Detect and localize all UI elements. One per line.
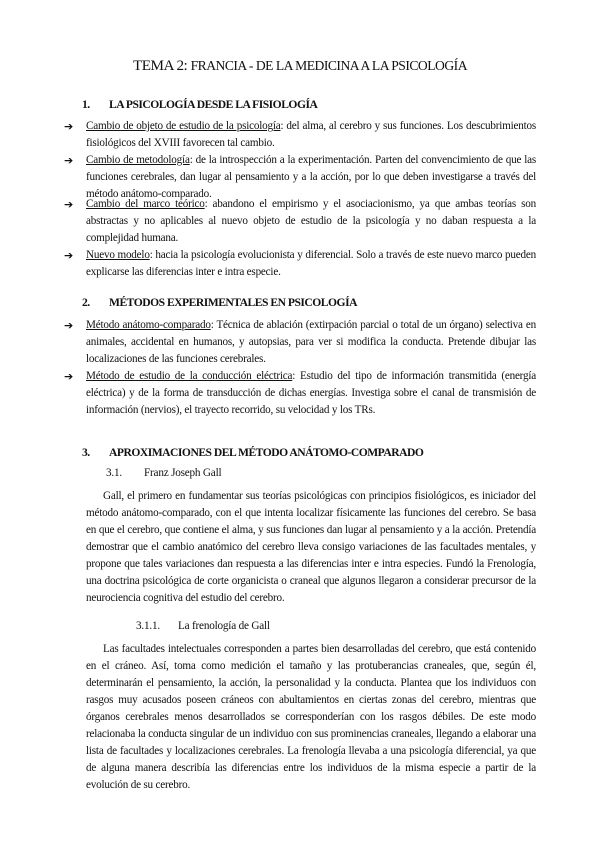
bullet-term: Cambio del marco teórico [86,198,205,210]
bullet-text: : hacia la psicología evolucionista y diferencial. Solo a través de este nuevo marco pueden explicarse las diferencias inter e intra especie. [86,249,536,279]
arrow-icon: ➔ [64,319,74,332]
bullet-term: Cambio de metodología [86,154,190,166]
subsection-title: La frenología de Gall [178,620,270,632]
bullet-term: Método de estudio de la conducción eléctrica [86,370,293,382]
page-title [0,57,600,75]
section-number: 3. [82,446,90,459]
arrow-icon: ➔ [64,249,74,262]
subsection-number: 3.1.1. [136,620,160,632]
bullet-item [64,317,536,368]
bullet-text: : Estudio del tipo de información transmitida (energía eléctrica) y de la forma de transducción de dichas energías. Investiga sobre el canal de transmisión de información (nervios), el trayecto recorrido, su velocidad y los TRs. [86,370,537,417]
section-title: APROXIMACIONES DEL MÉTODO ANÁTOMO-COMPARADO [109,446,424,459]
bullet-term: Cambio de objeto de estudio de la psicología [86,120,281,132]
bullet-item [64,196,536,247]
section-number: 2. [82,296,90,309]
arrow-icon: ➔ [64,154,74,167]
section-title: MÉTODOS EXPERIMENTALES EN PSICOLOGÍA [109,296,357,309]
subsection-title: Franz Joseph Gall [144,467,222,479]
arrow-icon: ➔ [64,198,74,211]
bullet-text: : abandono el empirismo y el asociacionismo, ya que ambas teorías son abstractas y no aplicables al nuevo objeto de estudio de la psicología y no daban respuesta a la complejidad humana. [86,198,536,245]
bullet-item [64,368,537,419]
bullet-text: : de la introspección a la experimentación. Parten del convencimiento de que las funciones cerebrales, dan lugar al pensamiento y a la acción, por lo que deben investigarse a través del método anátomo-comparado. [86,154,537,201]
subsection-number: 3.1. [106,467,122,479]
bullet-term: Método anátomo-comparado [86,319,211,331]
title-heading: FRANCIA - DE LA MEDICINA A LA PSICOLOGÍA [190,58,468,73]
arrow-icon: ➔ [64,370,74,383]
section-title: LA PSICOLOGÍA DESDE LA FISIOLOGÍA [109,98,318,111]
bullet-item [64,118,536,152]
bullet-item [64,247,536,281]
arrow-icon: ➔ [64,120,74,133]
paragraph-gall: Gall, el primero en fundamentar sus teorías psicológicas con principios fisiológicos, es iniciador del método anátomo-comparado, con el que intenta localizar físicamente las funciones del cerebro. Se basa en que el cerebro, que contiene el alma, y sus funciones dan lugar al pensamiento y a la acción. Pretendía demostrar que el cambio anatómico del cerebro lleva consigo variaciones de las facultades mentales, y propone que tales variaciones dan respuesta a las diferencias inter e intra especies. Fundó la Frenología, una doctrina psicológica de corte organicista o craneal que algunos llegaron a considerar precursor de la neurociencia cognitiva del estudio del cerebro. [86,490,536,605]
bullet-text: : Técnica de ablación (extirpación parcial o total de un órgano) selectiva en animales, accidental en humanos, y autopsias, para ver si modifica la conducta. Pretende dibujar las localizaciones de las funciones cerebrales. [86,319,536,366]
bullet-term: Nuevo modelo [86,249,150,261]
section-number: 1. [82,98,90,111]
bullet-text: : del alma, al cerebro y sus funciones. Los descubrimientos fisiológicos del XVIII favorecen tal cambio. [86,120,536,150]
paragraph-frenologia: Las facultades intelectuales corresponden a partes bien desarrolladas del cerebro, que está contenido en el cráneo. Así, toma como medición el tamaño y las protuberancias craneales, que, según él, determinarán el pensamiento, la acción, la personalidad y la conducta. Plantea que los individuos con rasgos muy acusados poseen cráneos con abultamientos en ciertas zonas del cerebro, mientras que órganos cerebrales menos desarrollados se corresponderían con los rasgos débiles. De este modo relacionaba la conducta singular de un individuo con sus prominencias craneales, llegando a elaborar una lista de facultades y localizaciones cerebrales. La frenología llevaba a una psicología diferencial, ya que de alguna manera describía las diferencias entre los individuos de la misma especie a partir de la evolución de su cerebro. [86,643,536,792]
title-label: TEMA 2: [132,57,191,74]
